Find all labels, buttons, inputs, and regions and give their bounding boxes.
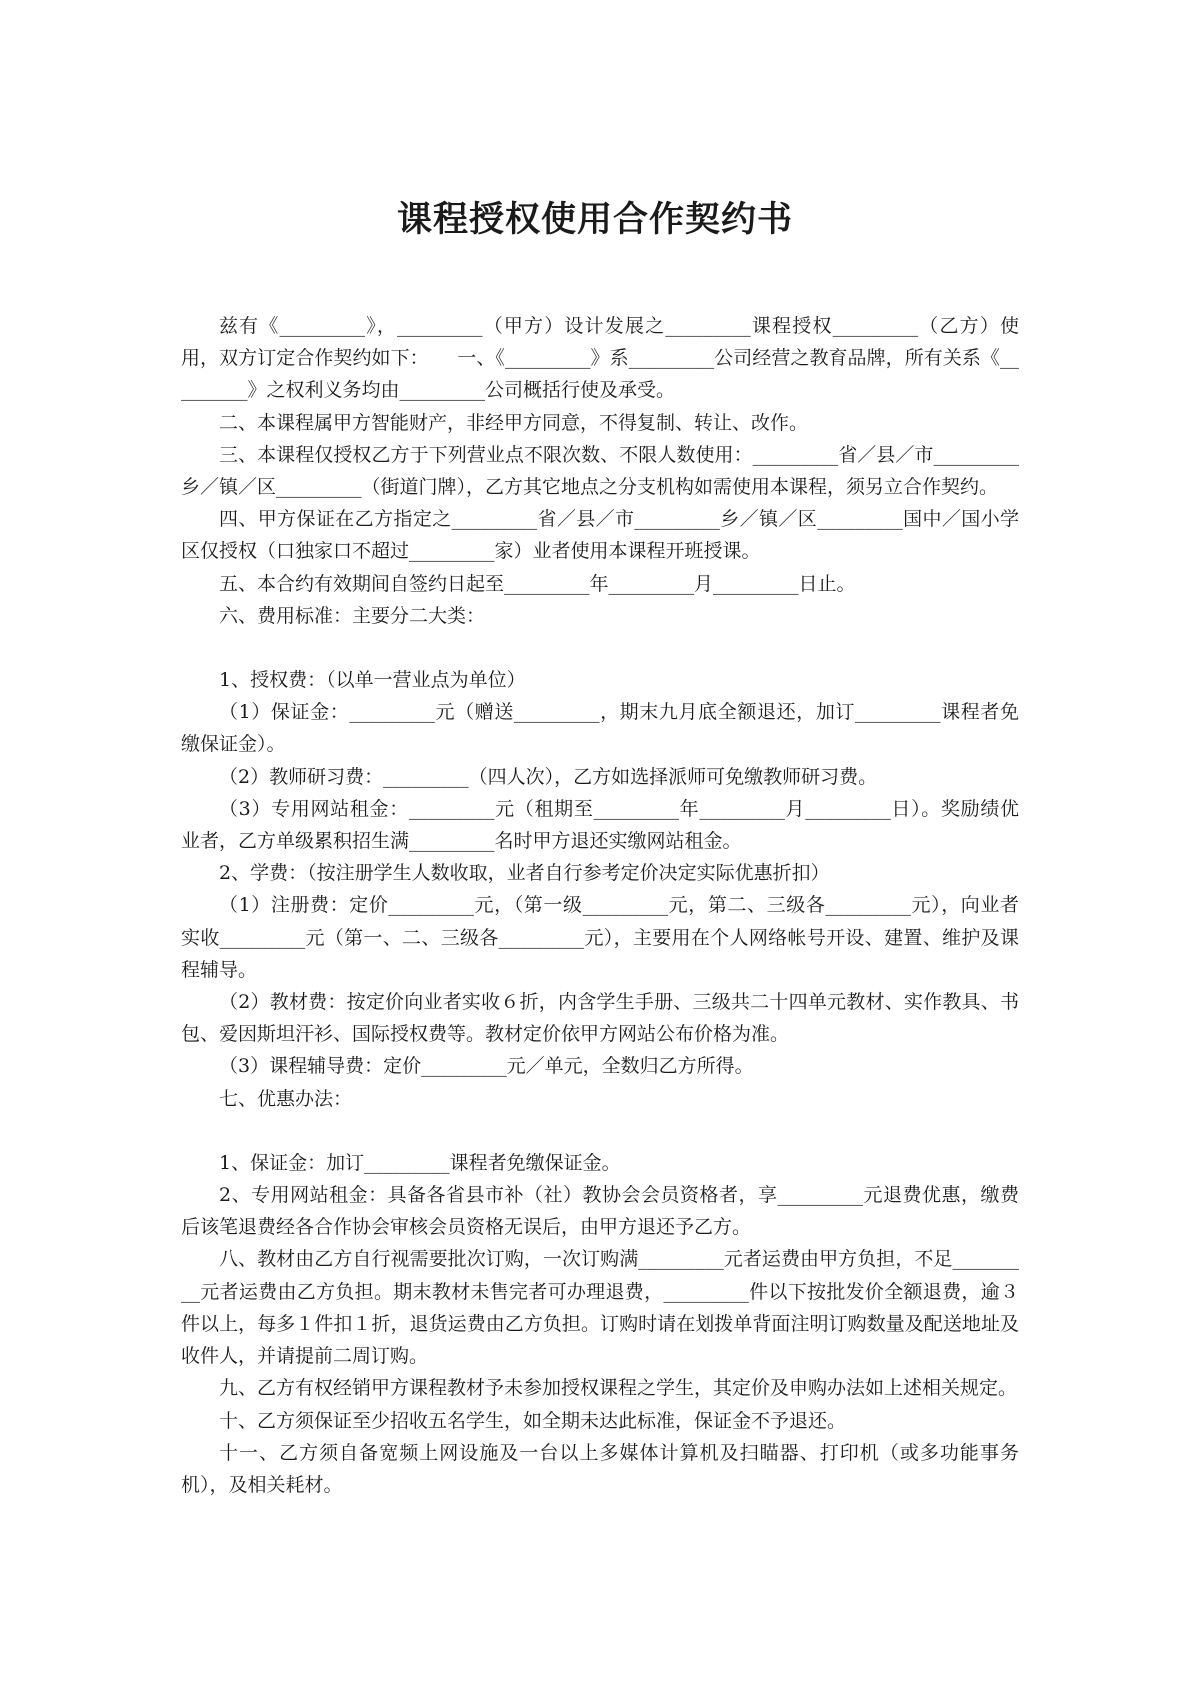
blank-line <box>181 632 1019 664</box>
document-title: 课程授权使用合作契约书 <box>396 200 793 240</box>
paragraph-deposit: （1）保证金：_________元（赠送_________，期末九月底全额退还，加订_________课程者免缴保证金）。 <box>181 701 1019 756</box>
paragraph-tutoring-fee: （3）课程辅导费：定价_________元／单元，全数归乙方所得。 <box>219 1055 754 1078</box>
blank-line <box>181 1115 1019 1147</box>
paragraph-clause-2: 二、本课程属甲方智能财产，非经甲方同意，不得复制、转让、改作。 <box>219 411 809 434</box>
document-body <box>181 310 1019 1501</box>
paragraph-material-fee: （2）教材费：按定价向业者实收６折，内含学生手册、三级共二十四单元教材、实作教具、书包、爱因斯坦汗衫、国际授权费等。教材定价依甲方网站公布价格为准。 <box>181 991 1019 1046</box>
paragraph-teacher-training-fee: （2）教师研习费：_________（四人次），乙方如选择派师可免缴教师研习费。 <box>219 765 878 788</box>
paragraph-clause-6: 六、费用标准：主要分二大类： <box>219 604 486 627</box>
paragraph-discount-deposit: 1、保证金：加订_________课程者免缴保证金。 <box>219 1151 621 1174</box>
paragraph-license-fee: 1、授权费：（以单一营业点为单位） <box>219 669 526 692</box>
paragraph-clause-3: 三、本课程仅授权乙方于下列营业点不限次数、不限人数使用：_________省／县／市_________乡／镇／区_________（街道门牌），乙方其它地点之分支机构如需使用本课程，须另立合作契约。 <box>181 443 1019 499</box>
paragraph-clause-5: 五、本合约有效期间自签约日起至_________年_________月_________日止。 <box>219 572 856 595</box>
paragraph-tuition: 2、学费：（按注册学生人数收取，业者自行参考定价决定实际优惠折扣） <box>219 862 830 885</box>
paragraph-clause-7: 七、优惠办法： <box>219 1087 353 1110</box>
paragraph-clause-11: 十一、乙方须自备宽频上网设施及一台以上多媒体计算机及扫瞄器、打印机（或多功能事务机），及相关耗材。 <box>181 1441 1019 1496</box>
paragraph-registration-fee: （1）注册费：定价_________元，（第一级_________元，第二、三级各_________元），向业者实收_________元（第一、二、三级各_________元），主要用在个人网络帐号开设、建置、维护及课程辅导。 <box>181 894 1019 981</box>
paragraph-discount-website: 2、专用网站租金：具备各省县市补（社）教协会会员资格者，享_________元退费优惠，缴费后该笔退费经各合作协会审核会员资格无误后，由甲方退还予乙方。 <box>181 1184 1019 1239</box>
paragraph-clause-10: 十、乙方须保证至少招收五名学生，如全期未达此标准，保证金不予退还。 <box>219 1409 847 1432</box>
paragraph-clause-8: 八、教材由乙方自行视需要批次订购，一次订购满_________元者运费由甲方负担，不足_________元者运费由乙方负担。期末教材未售完者可办理退费，_________件以下按批发价全额退费，逾３件以上，每多１件扣１折，退货运费由乙方负担。订购时请在划拨单背面注明订购数量及配送地址及收件人，并请提前二周订购。 <box>181 1248 1019 1368</box>
paragraph-website-rent: （3）专用网站租金：_________元（租期至_________年_________月_________日）。奖励绩优业者，乙方单级累积招生满_________名时甲方退还实缴网站租金。 <box>181 797 1019 853</box>
paragraph-clause-4: 四、甲方保证在乙方指定之_________省／县／市_________乡／镇／区_________国中／国小学区仅授权（口独家口不超过_________家）业者使用本课程开班授课。 <box>181 508 1019 563</box>
paragraph-clause-9: 九、乙方有权经销甲方课程教材予未参加授权课程之学生，其定价及申购办法如上述相关规定。 <box>219 1377 1018 1400</box>
paragraph-intro: 兹有《_________》，_________（甲方）设计发展之_________课程授权_________（乙方）使用，双方订定合作契约如下： 一、《_________》系_________公司经营之教育品牌，所有关系《_________》之权利义务均由_________公司概括行使及承受。 <box>181 315 1019 402</box>
